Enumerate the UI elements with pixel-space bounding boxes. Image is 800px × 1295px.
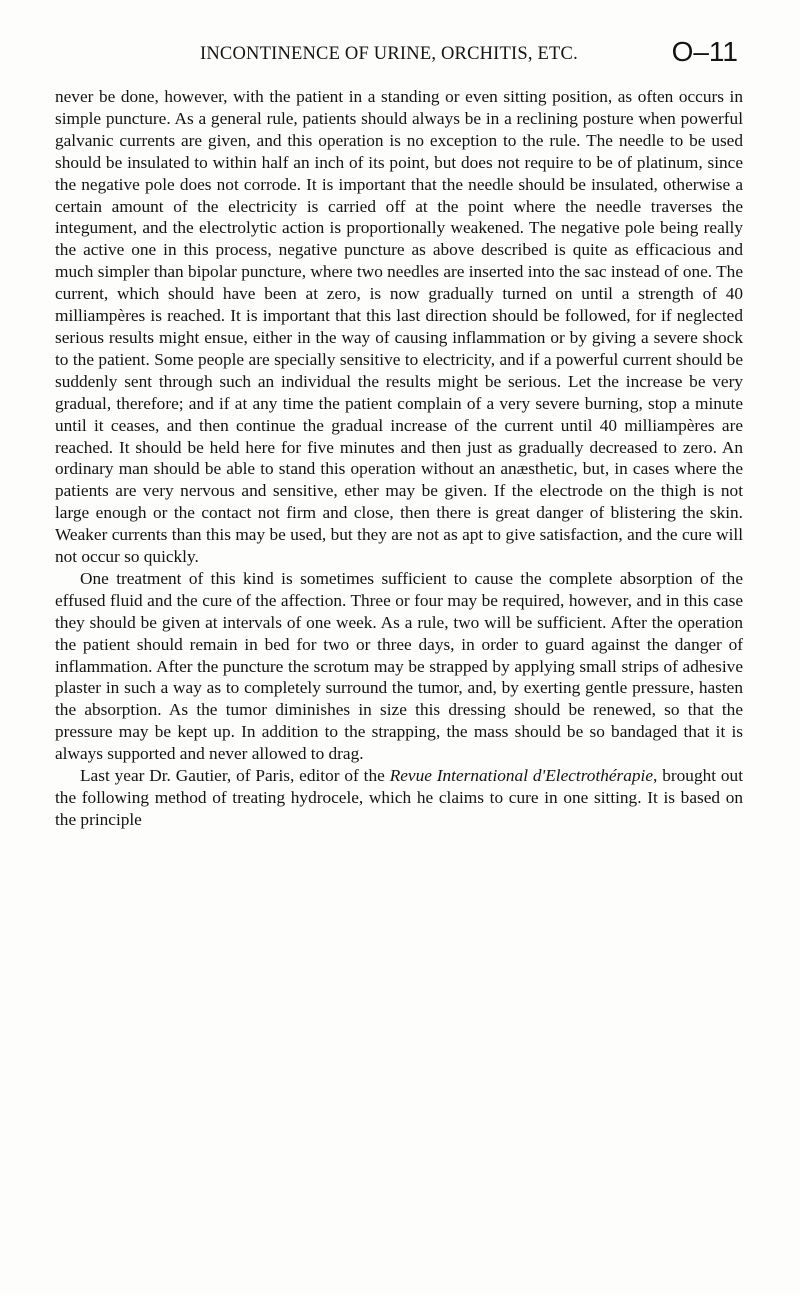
page-number: O–11 [671,36,738,67]
paragraph-treatment: One treatment of this kind is sometimes sufficient to cause the complete absorption of the effused fluid and the cure of the affection. Three or four may be required, however, and in this case they should be given at intervals of one week. As a rule, two will be sufficient. After the operation the patient should remain in bed for two or three days, in order to guard against the danger of inflammation. After the puncture the scrotum may be strapped by applying small strips of adhesive plaster in such a way as to completely surround the tumor, and, by exerting gentle pressure, hasten the absorption. As the tumor diminishes in size this dressing should be renewed, so that the pressure may be kept up. In addition to the strapping, the mass should be so bandaged that it is always supported and never allowed to drag. [55,568,743,764]
paragraph-gautier [55,765,743,831]
journal-title: Revue International d'Electrothérapie [389,766,654,786]
running-head [200,36,740,76]
paragraph-gautier-rest: , brought out the following method of treating hydrocele, which he claims to cure in one sitting. It is based on the principle [55,766,743,829]
paragraph-gautier-lead: Last year Dr. Gautier, of Paris, editor of the [80,766,390,786]
paragraph-continued: never be done, however, with the patient in a standing or even sitting position, as often occurs in simple puncture. As a general rule, patients should always be in a reclining posture when powerful galvanic currents are given, and this operation is no exception to the rule. The needle to be used should be insulated to within half an inch of its point, but does not require to be of platinum, since the negative pole does not corrode. It is important that the needle should be insulated, otherwise a certain amount of the electricity is carried off at the point where the needle traverses the integument, and the electrolytic action is proportionally weakened. The negative pole being really the active one in this process, negative puncture as above described is quite as efficacious and much simpler than bipolar puncture, where two needles are inserted into the sac instead of one. The current, which should have been at zero, is now gradually turned on until a strength of 40 milliampères is reached. It is important that this last direction should be followed, for if neglected serious results might ensue, either in the way of causing inflammation or by giving a severe shock to the patient. Some people are specially sensitive to electricity, and if a powerful current should be suddenly sent through such an individual the results might be serious. Let the increase be very gradual, therefore; and if at any time the patient complain of a very severe burning, stop a minute until it ceases, and then continue the gradual increase of the current until 40 milliampères are reached. It should be held here for five minutes and then just as gradually decreased to zero. An ordinary man should be able to stand this operation without an anæsthetic, but, in cases where the patients are very nervous and sensitive, ether may be given. If the electrode on the thigh is not large enough or the contact not firm and close, then there is great danger of blistering the skin. Weaker currents than this may be used, but they are not as apt to give satisfaction, and the cure will not occur so quickly. [55,87,743,567]
running-title: INCONTINENCE OF URINE, ORCHITIS, ETC. [200,44,578,64]
body-text [55,86,743,831]
